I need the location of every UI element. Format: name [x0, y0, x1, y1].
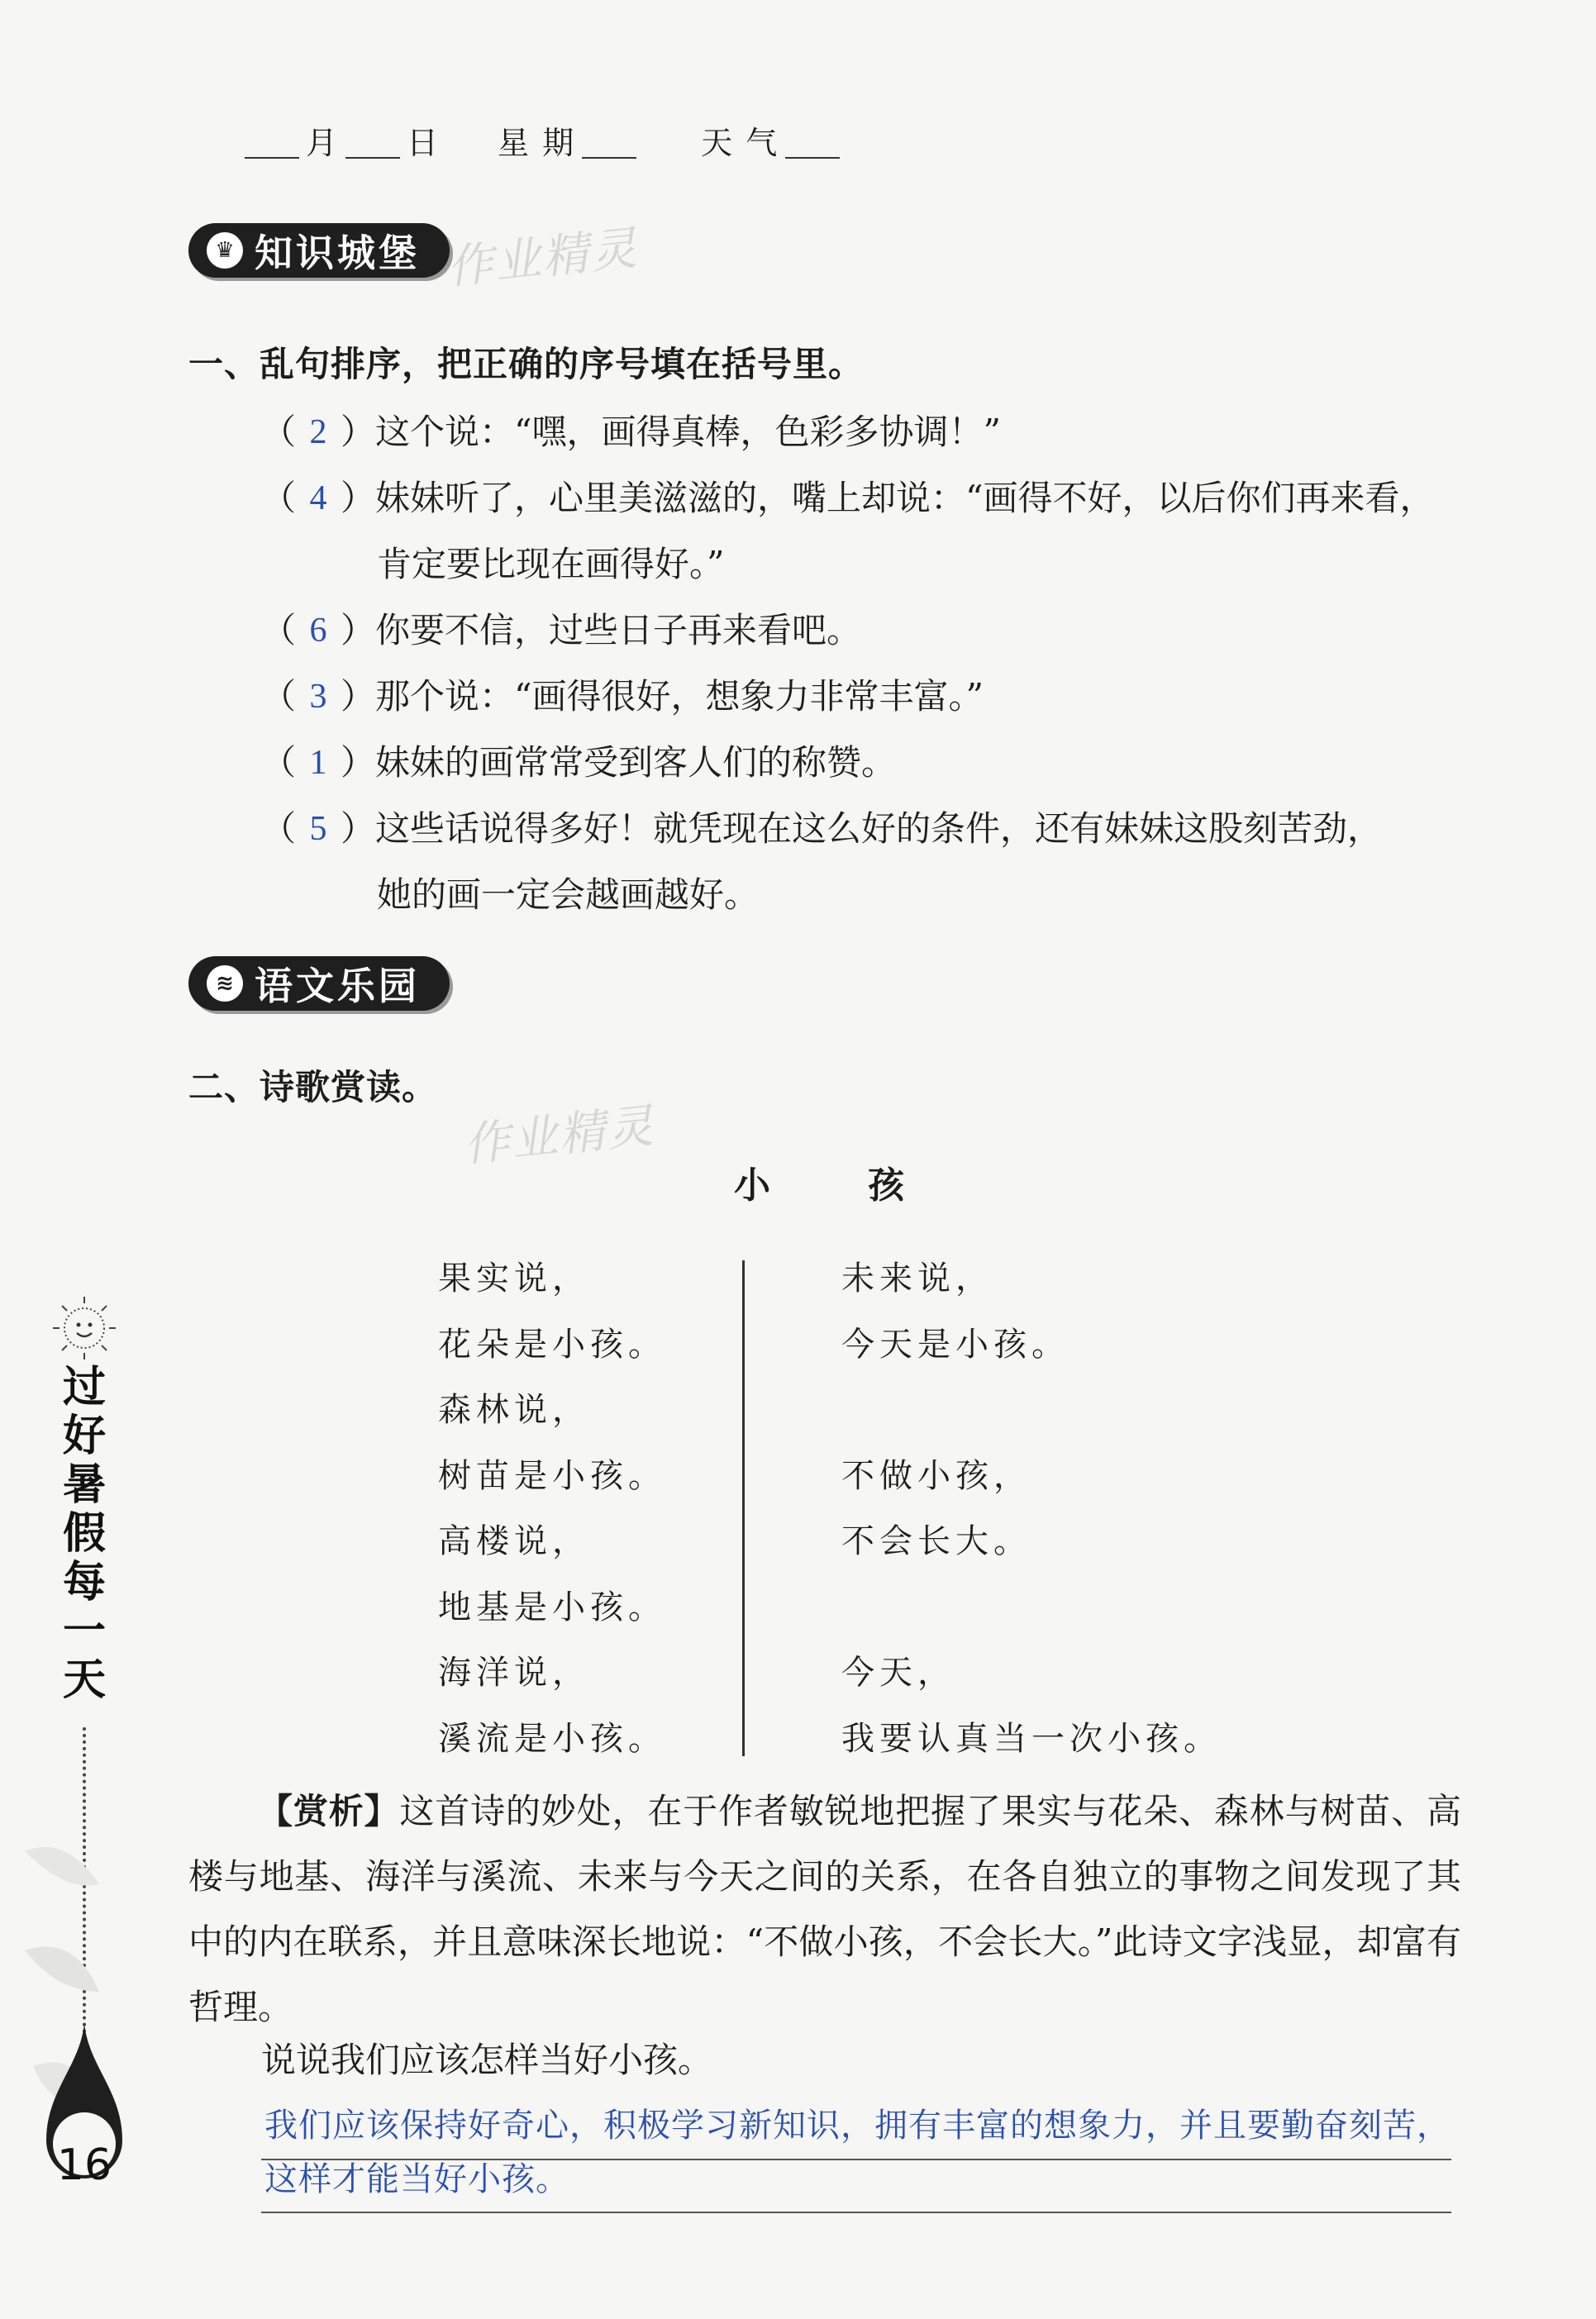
- watermark: 作业精灵: [444, 221, 641, 295]
- analysis-tag: 【赏析】: [258, 1791, 400, 1831]
- poem-line: 不做小孩，: [841, 1456, 1031, 1495]
- order-item: （ 3 ） 那个说：“画得很好，想象力非常丰富。”: [261, 664, 1451, 730]
- poem-line: 海洋说，: [438, 1654, 590, 1692]
- poem-line: 森林说，: [438, 1391, 590, 1429]
- discussion-question: 说说我们应该怎样当好小孩。: [261, 2040, 713, 2080]
- sentence-text: 这些话说得多好！就凭现在这么好的条件，还有妹妹这股刻苦劲，: [375, 808, 1383, 849]
- week-label: 星 期: [498, 125, 576, 161]
- day-label: 日: [407, 125, 441, 161]
- answer-number: 2: [309, 413, 327, 451]
- poem-line: 不会长大。: [841, 1522, 1031, 1560]
- date-line: [238, 117, 846, 163]
- poem-line: 高楼说，: [438, 1522, 590, 1560]
- sentence-text: 妹妹的画常常受到客人们的称赞。: [375, 742, 897, 783]
- banner-title: 语文乐园: [255, 964, 420, 1008]
- sentence-continuation: 她的画一定会越画越好。: [377, 874, 760, 915]
- sentence-text: 这个说：“嘿，画得真棒，色彩多协调！”: [375, 412, 1001, 452]
- sentence-text: 妹妹听了，心里美滋滋的，嘴上却说：“画得不好，以后你们再来看，: [375, 478, 1435, 518]
- answer-line: [261, 2212, 1451, 2213]
- answer-number: 6: [309, 612, 327, 650]
- castle-icon: ♛: [207, 232, 243, 269]
- analysis-text: 这首诗的妙处，在于作者敏锐地把握了果实与花朵、森林与树苗、高楼与地基、海洋与溪流、未来与今天之间的关系，在各自独立的事物之间发现了其中的内在联系，并且意味深长地说：“不做小孩，不会长大。”此诗文字浅显，却富有哲理。: [188, 1791, 1461, 2027]
- smiling-sun-icon: [50, 1293, 119, 1363]
- poem-line: [841, 1378, 1222, 1444]
- poem-left-column: [438, 1246, 666, 1772]
- poem-line: 果实说，: [438, 1259, 590, 1298]
- section-banner-chinese-garden: [188, 956, 450, 1011]
- poem-right-column: [841, 1246, 1222, 1772]
- poem-line: 树苗是小孩。: [438, 1456, 666, 1495]
- answer-number: 5: [309, 810, 327, 848]
- poem-line: 今天，: [841, 1654, 955, 1692]
- question-2-heading: 二、诗歌赏读。: [188, 1067, 438, 1107]
- answer-number: 4: [309, 479, 327, 517]
- poem-line: 地基是小孩。: [438, 1588, 666, 1626]
- sentence-continuation: 肯定要比现在画得好。”: [377, 544, 725, 584]
- page-number: 16: [56, 2140, 112, 2190]
- section-banner-knowledge-castle: [188, 223, 450, 278]
- handwritten-answer: 我们应该保持好奇心，积极学习新知识，拥有丰富的想象力，并且要勤奋刻苦，这样才能当好小孩。: [264, 2107, 1451, 2198]
- poem-line: 未来说，: [841, 1259, 993, 1298]
- sentence-order-list: [261, 399, 1451, 928]
- banner-title: 知识城堡: [255, 231, 420, 275]
- poem-line: 我要认真当一次小孩。: [841, 1719, 1222, 1758]
- sentence-text: 那个说：“画得很好，想象力非常丰富。”: [375, 676, 984, 717]
- order-item: （ 6 ） 你要不信，过些日子再来看吧。: [261, 598, 1451, 664]
- poem-title: 小 孩: [734, 1164, 904, 1207]
- weather-label: 天 气: [701, 125, 779, 161]
- watermark: 作业精灵: [460, 1099, 658, 1173]
- order-item: （ 5 ） 这些话说得多好！就凭现在这么好的条件，还有妹妹这股刻苦劲， 她的画一定会越画越好。: [261, 796, 1451, 928]
- poem-divider: [742, 1260, 745, 1756]
- order-item: （ 4 ） 妹妹听了，心里美滋滋的，嘴上却说：“画得不好，以后你们再来看， 肯定要比现在画得好。”: [261, 465, 1451, 598]
- answer-number: 1: [309, 744, 327, 782]
- poem-line: 溪流是小孩。: [438, 1719, 666, 1758]
- order-item: （ 2 ） 这个说：“嘿，画得真棒，色彩多协调！”: [261, 399, 1451, 465]
- sentence-text: 你要不信，过些日子再来看吧。: [375, 610, 862, 650]
- answer-number: 3: [309, 678, 327, 716]
- poem-line: 花朵是小孩。: [438, 1325, 666, 1364]
- garden-icon: ≋: [207, 965, 243, 1002]
- vertical-book-title: 过 好 暑 假 每 一 天: [62, 1363, 106, 1705]
- poem-line: [841, 1575, 1222, 1641]
- order-item: （ 1 ） 妹妹的画常常受到客人们的称赞。: [261, 730, 1451, 796]
- question-1-heading: 一、乱句排序，把正确的序号填在括号里。: [188, 344, 865, 384]
- poem-line: 今天是小孩。: [841, 1325, 1070, 1364]
- poem-analysis: [188, 1779, 1461, 2040]
- month-label: 月: [306, 125, 340, 161]
